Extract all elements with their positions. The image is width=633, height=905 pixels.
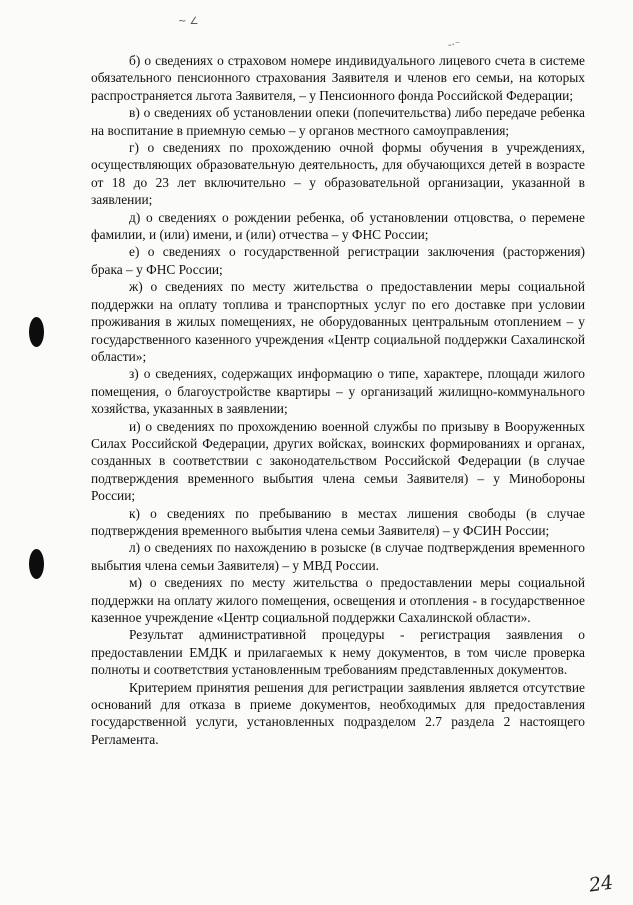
binder-hole-bottom: [29, 549, 44, 579]
paragraph-i: и) о сведениях по прохождению военной службы по призыву в Вооруженных Силах Российской Федерации, других войсках, воинских формированиях и органах, созданных в соответствии с законодательством Российской Федерации (в случае подтверждения временного выбытия члена семьи Заявителя) – у Минобороны России;: [91, 418, 585, 504]
paragraph-l: л) о сведениях по нахождению в розыске (в случае подтверждения временного выбытия члена семьи Заявителя) – у МВД России.: [91, 540, 585, 573]
paragraph-z: з) о сведениях, содержащих информацию о типе, характере, площади жилого помещения, о благоустройстве квартиры – у организаций жилищно-коммунального хозяйства, указанных в заявлении;: [91, 366, 585, 417]
paragraph-k: к) о сведениях по пребыванию в местах лишения свободы (в случае подтверждения временного выбытия члена семьи Заявителя) – у ФСИН России;: [91, 505, 585, 538]
paragraph-criterion: Критерием принятия решения для регистрации заявления является отсутствие оснований для отказа в приеме документов, необходимых для предоставления государственной услуги, установленных подразделом 2.7 раздела 2 настоящего Регламента.: [91, 679, 585, 747]
binder-hole-top: [29, 317, 44, 347]
handwritten-page-number: 24: [587, 871, 615, 897]
paragraph-b: б) о сведениях о страховом номере индивидуального лицевого счета в системе обязательного пенсионного страхования Заявителя и членов его семьи, на которых распространяется льгота Заявителя, – у Пенсионного фонда Российской Федерации;: [91, 53, 585, 103]
document-body: [91, 52, 585, 748]
paragraph-g: г) о сведениях по прохождению очной формы обучения в учреждениях, осуществляющих образовательную деятельность, для обучающихся детей в возрасте от 18 до 23 лет включительно – у образовательной организации, указанной в заявлении;: [91, 140, 585, 208]
top-scan-mark: ~ ∠: [178, 16, 199, 27]
top-scan-mark-right: -·⁻: [448, 40, 461, 51]
paragraph-v: в) о сведениях об установлении опеки (попечительства) либо передаче ребенка на воспитание в приемную семью – у органов местного самоуправления;: [91, 105, 585, 138]
paragraph-zh: ж) о сведениях по месту жительства о предоставлении меры социальной поддержки на оплату топлива и транспортных услуг по его доставке при условии проживания в жилых помещениях, не оборудованных центральным отоплением – у государственного казенного учреждения «Центр социальной поддержки Сахалинской области»;: [91, 279, 585, 364]
paragraph-result: Результат административной процедуры - регистрация заявления о предоставлении ЕМДК и прилагаемых к нему документов, в том числе проверка полноты и соответствия установленным требованиям представленных документов.: [91, 627, 585, 678]
paragraph-d: д) о сведениях о рождении ребенка, об установлении отцовства, о перемене фамилии, и (или) имени, и (или) отчества – у ФНС России;: [91, 209, 585, 243]
paragraph-m: м) о сведениях по месту жительства о предоставлении меры социальной поддержки на оплату жилого помещения, освещения и отопления - в государственное казенное учреждение «Центр социальной поддержки Сахалинской области».: [91, 575, 585, 625]
paragraph-e: е) о сведениях о государственной регистрации заключения (расторжения) брака – у ФНС России;: [91, 244, 585, 277]
